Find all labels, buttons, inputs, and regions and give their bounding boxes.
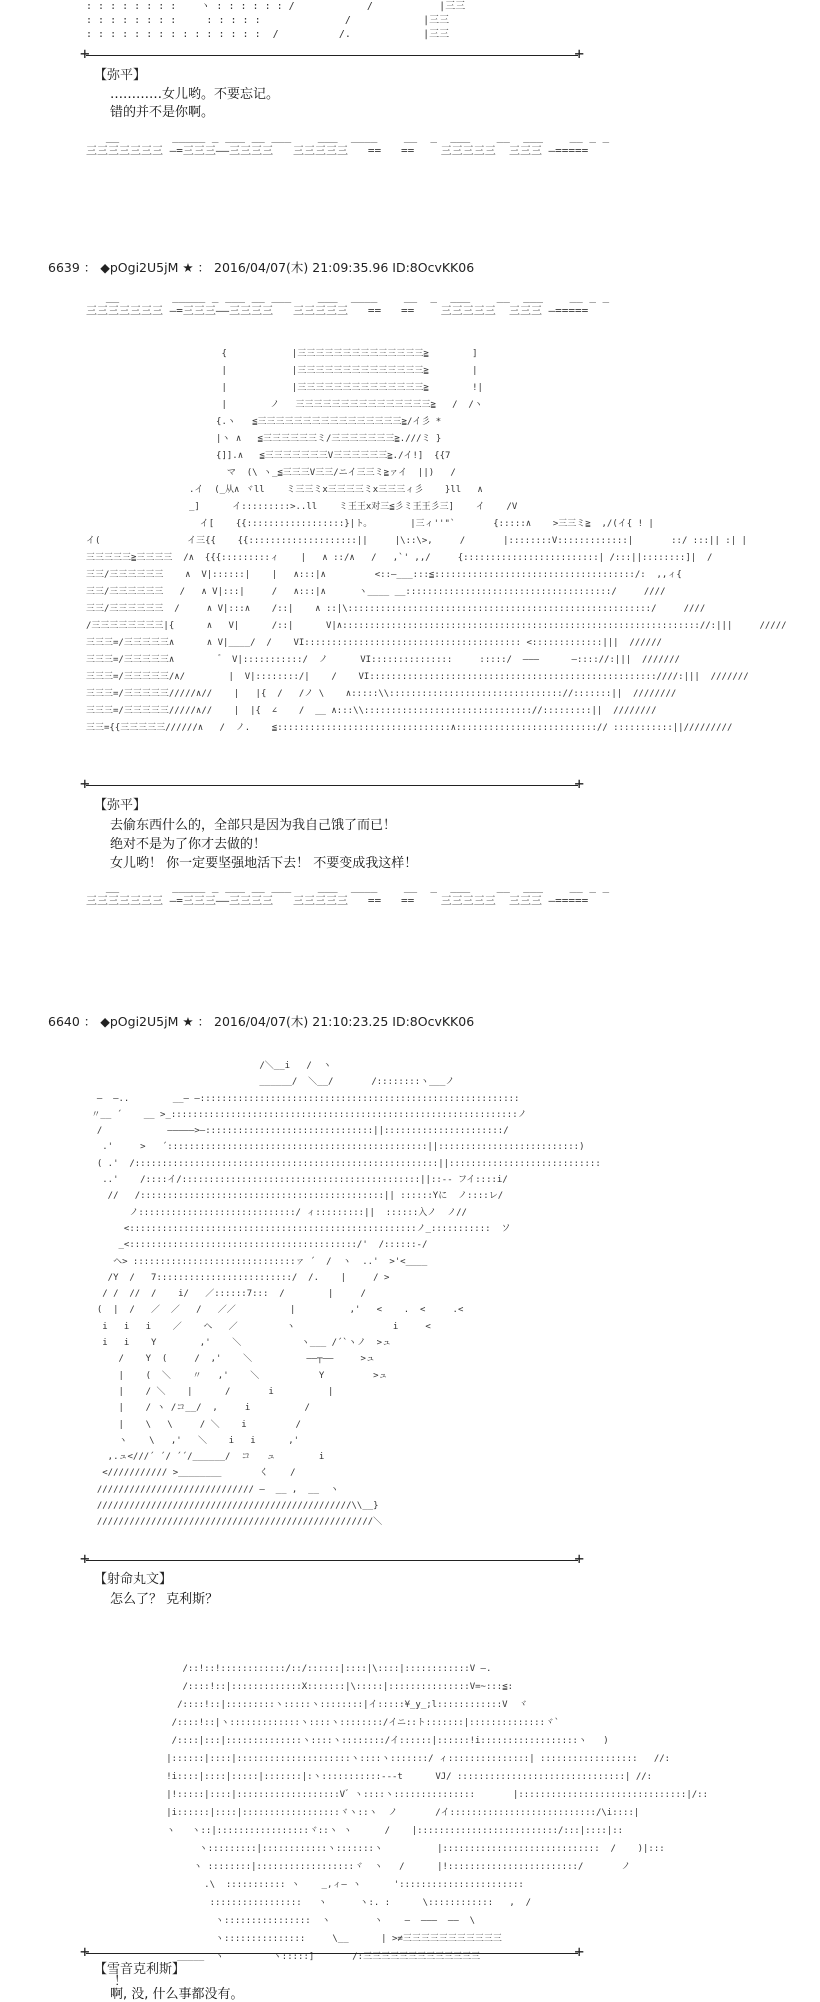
dialogue-line: 错的并不是你啊。 (110, 105, 215, 120)
dialogue-line: ！ (114, 1974, 128, 1989)
post-header: 6640 ： ◆pOgi2U5jM ★ ： 2016/04/07(木) 21:10:23.25 ID:8OcvKK06 (48, 1014, 475, 1029)
post-header: 6639 ： ◆pOgi2U5jM ★ ： 2016/04/07(木) 21:09:35.96 ID:8OcvKK06 (48, 260, 475, 275)
ascii-art-top: : : : : : : : : ヽ : : : : : : / / |三三 : : : : : : : : : : : : : / |三三 : : : : : : : : : : : : : : : / /. |三三 (86, 1, 466, 40)
panel-divider (86, 785, 578, 786)
dash-separator: __ _____ _ ___ __ ___ ___ ____ __ _ ___ __ ___ __ _ _ 三三三三三三三 ―=三三三――三三三三 三三三三三 == == 三三三三三 三三三 ―===== (86, 880, 610, 907)
panel-divider (86, 1953, 578, 1954)
speaker-label: 【射命丸文】 (94, 1572, 173, 1587)
dialogue-line: 啊, 没, 什么事都没有。 (110, 1987, 244, 2002)
dialogue-line: …………女儿哟。不要忘记。 (110, 87, 280, 102)
dialogue-line: 去偷东西什么的，全部只是因为我自己饿了而已！ (110, 818, 397, 833)
dialogue-line: 绝对不是为了你才去做的！ (110, 837, 267, 852)
panel-divider (86, 55, 578, 56)
ascii-art-cat: /＼__i / ヽ ______/ ＼__/ /::::::::ヽ___ノ ― ―.. __― ―::::::::::::::::::::::::::::::::::::::::::::::::::::::::::: 〃__ ´ __ >_::::::::::::::::::::::::::::::::::::::::::::::::::::::::::::::::ノ / ―――――>―:::::::::::::::::::::::::::::::||::::::::::::::::::::::/ .' > ´::::::::::::::::::::::::::::::::::::::::::::::::||::::::::::::::::::::::::::) ( .' /::::::::::::::::::::::::::::::::::::::::::::::::::::::::||:::::::::::::::::::::::::::: ..' /::::イ/::::::::::::::::::::::::::::::::::::::::::::||::-- フイ::::i/ // /:::::::::::::::::::::::::::::::::::::::::::::|| ::::::Yに ノ::::レ/ ノ:::::::::::::::::::::::::::::/ ィ:::::::::|| ::::::入ノ ノ// <:::::::::::::::::::::::::::::::::::::::::::::::::::::ノ_::::::::::: ソ _<::::::::::::::::::::::::::::::::::::::::::/' /::::::-/ ヘ> ::::::::::::::::::::::::::::::ァ ´ / ヽ ..' >'<____ /Y / 7:::::::::::::::::::::::::/ /. | / > / / // / i/ ／::::::7::: / | / ( | / ／ ／ / ／／ | ,' < . < .< i i i ／ ヘ ／ ヽ i < i i Y ,' ＼ ヽ___ /´`ヽノ >ュ / Y ( / ,' ＼ ――┬―― >ュ | ( ＼ 〃 ,' ＼ Y >ュ | / ＼ | / i | | / ヽ /コ__/ , i / | \ \ / ＼ i / ヽ \ ,' ＼ i i ,' ,.ュ<///´ ´/ ´´/______/ コ ュ i </////////// >________ く / ///////////////////////////// ― __ , __ ヽ ///////////////////////////////////////////////\\__} ///////////////////////////////////////////////////＼ (91, 1061, 601, 1528)
panel-divider (86, 1560, 578, 1561)
speaker-label: 【弥平】 (94, 798, 147, 813)
speaker-label: 【雪音克利斯】 (94, 1962, 186, 1977)
dialogue-line: 怎么了？ 克利斯？ (110, 1592, 219, 1607)
dash-separator: __ _____ _ ___ __ ___ ___ ____ __ _ ___ __ ___ __ _ _ 三三三三三三三 ―=三三三――三三三三 三三三三三 == == 三三三三三 三三三 ―===== (86, 130, 610, 157)
ascii-art-arm: { |三三三三三三三三三三三三三三≧ ] | |三三三三三三三三三三三三三三≧ | | |三三三三三三三三三三三三三三≧ !| | ノ 三三三三三三三三三三三三三三三≧ / /ヽ {.ヽ ≦三三三三三三三三三三三三三三三三≧/イ彡 * |ヽ ∧ ≦三三三三三三ミ/三三三三三三三≧.///ミ } {]].∧ ≦三三三三三三三V三三三三三三≧./イ!] {{7 マ (\ ヽ_≦三三三V三三/ニイ三三ミ≧ァイ ||) / .イ (_从∧ ヾll ミ三三ミx三三三三ミx三三三ィ彡 }ll ∧ _] イ:::::::::>..ll ミ王王x对三≦彡ミ王王彡三] イ /V イ[ {{::::::::::::::::::}|ト。 |三ィ''"` {:::::∧ >三三ミ≧ ,/(イ{ ! | イ( イ三{{ {{::::::::::::::::::::|| |\::\>, / |::::::::V:::::::::::::| ::/ :::|| :| | 三三三三三≧三三三三 /∧ {{{:::::::::ィ | ∧ ::/∧ / ,`' ,,/ {:::::::::::::::::::::::::| /:::||::::::::]| / 三三/三三三三三三 ∧ V|::::::| | ∧:::|∧ <::―___:::≦:::::::::::::::::::::::::::::::::::::/: ,,ィ{ 三三/三三三三三三 / ∧ V|:::| / ∧:::|∧ ヽ____ __::::::::::::::::::::::::::::::::::::::/ //// 三三/三三三三三三 / ∧ V|:::∧ /::| ∧ ::|\::::::::::::::::::::::::::::::::::::::::::::::::::::::::/ //// /三三三三三三三三|{ ∧ V| /::| V|∧:::::::::::::::::::::::::::::::::::::::::::::::::::::::::::::::::://:||| ///// 三三三=/三三三三三∧ ∧ V|____/ / VI:::::::::::::::::::::::::::::::::::::::: <:::::::::::::||| ////// 三三三=/三三三三三∧ ゛ V|:::::::::::/ ノ VI::::::::::::::: :::::/ ――― ―:::://:||| /////// 三三三=/三三三三三/∧/ | V|::::::::/| / VI:::::::::::::::::::::::::::::::::::::::::::::::::::::////:||| /////// 三三三=/三三三三三/////∧// | |{ / /ノ \ ∧:::::\\:::::::::::::::::::::::::::::::://:::::::|| //////// 三三三=/三三三三三/////∧// | |{ ∠ / __ ∧:::\\::::::::::::::::::::::::::::::://:::::::::|| //////// 三三={{三三三三三//////∧ / ノ. ≦::::::::::::::::::::::::::::::::∧::::::::::::::::::::::::::// :::::::::::||///////// (86, 349, 787, 733)
dash-separator: __ _____ _ ___ __ ___ ___ ____ __ _ ___ __ ___ __ _ _ 三三三三三三三 ―=三三三――三三三三 三三三三三 == == 三三三三三 三三三 ―===== (86, 290, 610, 317)
dialogue-line: 女儿哟！ 你一定要坚强地活下去！ 不要变成我这样！ (110, 856, 418, 871)
ascii-art-girl: /::!::!::::::::::::/::/::::::|::::|\::::|::::::::::::V ―. /::::!::|:::::::::::::X:::::::|\:::::|:::::::::::::::V=~:::≦: /::::!::|:::::::::ヽ:::::ヽ::::::::|イ:::::¥_y_;l::::::::::::V ヾ /::::!::|ヽ:::::::::::::ヽ::::ヽ::::::::/イニ::ト:::::::|::::::::::::::ヾ` /::::|:::|::::::::::::::ヽ::::ヽ::::::::/イ::::::|::::::!i::::::::::::::::::ヽ ) |::::::|::::|:::::::::::::::::::::ヽ::::ヽ:::::::/ ィ:::::::::::::::| :::::::::::::::::: //: !i::::|::::|:::::|:::::::|:ヽ:::::::::::---t VJ/ :::::::::::::::::::::::::::::::| //: |!:::::|::::|:::::::::::::::::::V゛ヽ::::ヽ::::::::::::::: |:::::::::::::::::::::::::::::::|/:: |i::::::|::::|::::::::::::::::::ヾヽ::ヽ ノ /イ:::::::::::::::::::::::::::/\i::::| ヽ ヽ::|:::::::::::::::::ヾ::ヽ ヽ / |::::::::::::::::::::::::::/:::|::::|:: ヽ:::::::::|::::::::::::ヽ:::::::ヽ |::::::::::::::::::::::::::::: / )|::: ヽ ::::::::|::::::::::::::::::ヾ ヽ / |!::::::::::::::::::::::::/ ノ .\ ::::::::::: ヽ _,ィ― ヽ '::::::::::::::::::::::: ::::::::::::::::: ヽ ヽ:. : \:::::::::::: , / ヽ:::::::::::::::: ヽ ヽ ― ――― ―― \ ヽ::::::::::::::: \__ | >≠三三三三三三三三三三三 _____ ヽ ヽ:::::] /:三三三三三三三三三三三三三 (166, 1664, 709, 1962)
speaker-label: 【弥平】 (94, 68, 147, 83)
